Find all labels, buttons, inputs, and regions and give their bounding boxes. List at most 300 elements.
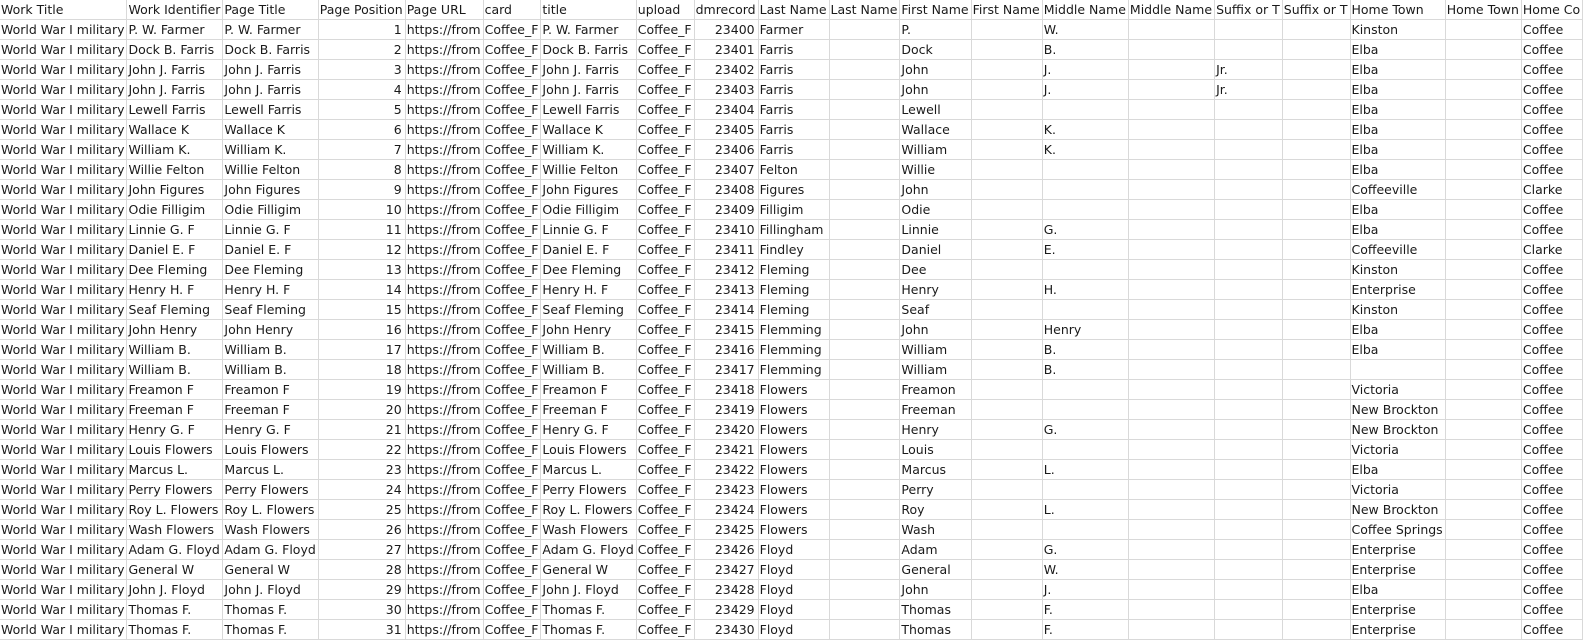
table-cell[interactable]: 16 — [318, 320, 405, 340]
table-cell[interactable] — [1282, 140, 1350, 160]
table-cell[interactable] — [829, 500, 900, 520]
table-cell[interactable]: Coffeeville — [1350, 240, 1445, 260]
table-cell[interactable]: G. — [1042, 220, 1128, 240]
header-cell[interactable]: Last Name — [758, 0, 829, 20]
table-cell[interactable]: 23403 — [694, 80, 758, 100]
table-cell[interactable]: 23424 — [694, 500, 758, 520]
table-cell[interactable]: Elba — [1350, 140, 1445, 160]
table-cell[interactable]: World War I military — [0, 320, 127, 340]
table-cell[interactable]: Coffee_F — [483, 580, 541, 600]
table-cell[interactable]: https://from — [405, 420, 483, 440]
table-cell[interactable]: Freamon F — [541, 380, 636, 400]
table-cell[interactable]: Roy L. Flowers — [541, 500, 636, 520]
table-cell[interactable]: 27 — [318, 540, 405, 560]
table-cell[interactable]: Dock B. Farris — [541, 40, 636, 60]
table-cell[interactable] — [1128, 440, 1214, 460]
table-cell[interactable]: Coffeeville — [1350, 180, 1445, 200]
table-cell[interactable]: Marcus L. — [541, 460, 636, 480]
table-cell[interactable] — [1215, 220, 1283, 240]
table-cell[interactable]: Elba — [1350, 80, 1445, 100]
table-cell[interactable]: Elba — [1350, 60, 1445, 80]
table-cell[interactable]: 23427 — [694, 560, 758, 580]
table-cell[interactable]: Coffee_F — [636, 100, 694, 120]
table-cell[interactable]: Henry — [900, 420, 971, 440]
table-cell[interactable]: Elba — [1350, 40, 1445, 60]
table-cell[interactable]: Coffee_F — [483, 180, 541, 200]
table-cell[interactable] — [971, 80, 1042, 100]
table-cell[interactable] — [1042, 520, 1128, 540]
header-cell[interactable]: First Name — [900, 0, 971, 20]
table-cell[interactable] — [1282, 20, 1350, 40]
table-cell[interactable]: Coffee_F — [483, 400, 541, 420]
table-cell[interactable] — [1215, 600, 1283, 620]
table-cell[interactable]: P. W. Farmer — [223, 20, 318, 40]
table-cell[interactable] — [1215, 140, 1283, 160]
table-cell[interactable]: New Brockton — [1350, 500, 1445, 520]
table-cell[interactable] — [829, 100, 900, 120]
table-cell[interactable]: Dee Fleming — [541, 260, 636, 280]
table-cell[interactable]: Wash — [900, 520, 971, 540]
table-cell[interactable]: Victoria — [1350, 440, 1445, 460]
table-cell[interactable]: Coffee_F — [483, 80, 541, 100]
table-cell[interactable]: https://from — [405, 20, 483, 40]
header-cell[interactable]: First Name — [971, 0, 1042, 20]
table-cell[interactable]: Flowers — [758, 460, 829, 480]
table-cell[interactable] — [1128, 500, 1214, 520]
table-cell[interactable]: 23426 — [694, 540, 758, 560]
table-cell[interactable] — [1215, 380, 1283, 400]
table-cell[interactable] — [829, 80, 900, 100]
table-cell[interactable]: Coffee_F — [636, 540, 694, 560]
table-cell[interactable]: H. — [1042, 280, 1128, 300]
table-cell[interactable] — [1215, 400, 1283, 420]
table-cell[interactable] — [1282, 420, 1350, 440]
table-cell[interactable]: https://from — [405, 380, 483, 400]
table-cell[interactable]: Dee Fleming — [127, 260, 223, 280]
table-cell[interactable]: Linnie G. F — [541, 220, 636, 240]
table-cell[interactable]: John Henry — [127, 320, 223, 340]
table-cell[interactable]: 23400 — [694, 20, 758, 40]
table-cell[interactable]: Elba — [1350, 200, 1445, 220]
table-cell[interactable]: Thomas F. — [127, 620, 223, 640]
table-cell[interactable]: World War I military — [0, 520, 127, 540]
table-cell[interactable]: https://from — [405, 460, 483, 480]
table-cell[interactable]: John J. Floyd — [541, 580, 636, 600]
table-cell[interactable]: Elba — [1350, 160, 1445, 180]
table-cell[interactable] — [1282, 500, 1350, 520]
table-cell[interactable]: Perry Flowers — [223, 480, 318, 500]
table-cell[interactable]: World War I military — [0, 120, 127, 140]
table-cell[interactable]: Daniel E. F — [541, 240, 636, 260]
table-cell[interactable]: Flowers — [758, 400, 829, 420]
table-cell[interactable] — [829, 240, 900, 260]
table-cell[interactable]: 23405 — [694, 120, 758, 140]
table-cell[interactable]: General W — [223, 560, 318, 580]
table-cell[interactable]: G. — [1042, 420, 1128, 440]
table-cell[interactable] — [1282, 160, 1350, 180]
header-cell[interactable]: Suffix or T — [1282, 0, 1350, 20]
table-cell[interactable] — [1282, 480, 1350, 500]
table-cell[interactable]: https://from — [405, 440, 483, 460]
table-cell[interactable]: 11 — [318, 220, 405, 240]
table-cell[interactable] — [829, 460, 900, 480]
table-cell[interactable]: World War I military — [0, 420, 127, 440]
table-cell[interactable]: Dee Fleming — [223, 260, 318, 280]
table-cell[interactable] — [1128, 240, 1214, 260]
table-cell[interactable]: Coffee_F — [483, 20, 541, 40]
table-cell[interactable] — [1042, 400, 1128, 420]
table-cell[interactable]: Coffee_F — [636, 500, 694, 520]
table-cell[interactable] — [1282, 120, 1350, 140]
table-cell[interactable]: Henry G. F — [127, 420, 223, 440]
table-cell[interactable]: Coffee — [1521, 440, 1582, 460]
table-cell[interactable]: Felton — [758, 160, 829, 180]
table-cell[interactable]: World War I military — [0, 140, 127, 160]
table-cell[interactable] — [829, 300, 900, 320]
table-cell[interactable] — [1282, 240, 1350, 260]
table-cell[interactable]: Linnie — [900, 220, 971, 240]
table-cell[interactable]: https://from — [405, 60, 483, 80]
table-cell[interactable]: 17 — [318, 340, 405, 360]
table-cell[interactable] — [1128, 260, 1214, 280]
table-cell[interactable]: World War I military — [0, 20, 127, 40]
table-cell[interactable]: Elba — [1350, 100, 1445, 120]
table-cell[interactable]: B. — [1042, 40, 1128, 60]
table-cell[interactable]: Fleming — [758, 260, 829, 280]
table-cell[interactable] — [1128, 220, 1214, 240]
table-cell[interactable]: Coffee Springs — [1350, 520, 1445, 540]
table-cell[interactable]: Coffee_F — [483, 480, 541, 500]
table-cell[interactable]: Adam G. Floyd — [127, 540, 223, 560]
header-cell[interactable]: title — [541, 0, 636, 20]
table-cell[interactable]: World War I military — [0, 460, 127, 480]
table-cell[interactable]: Seaf Fleming — [541, 300, 636, 320]
header-cell[interactable]: Home Town — [1445, 0, 1521, 20]
table-cell[interactable]: Coffee_F — [483, 200, 541, 220]
table-cell[interactable]: John Henry — [223, 320, 318, 340]
table-cell[interactable]: World War I military — [0, 260, 127, 280]
table-cell[interactable] — [1215, 420, 1283, 440]
table-cell[interactable]: Coffee_F — [636, 20, 694, 40]
table-cell[interactable]: Coffee_F — [483, 540, 541, 560]
table-cell[interactable]: W. — [1042, 20, 1128, 40]
table-cell[interactable]: William — [900, 340, 971, 360]
table-cell[interactable]: Perry — [900, 480, 971, 500]
table-cell[interactable] — [1215, 120, 1283, 140]
table-cell[interactable]: Coffee_F — [636, 580, 694, 600]
table-cell[interactable] — [1445, 360, 1521, 380]
table-cell[interactable] — [1215, 340, 1283, 360]
table-cell[interactable] — [829, 540, 900, 560]
table-cell[interactable]: 23414 — [694, 300, 758, 320]
table-cell[interactable]: F. — [1042, 600, 1128, 620]
table-cell[interactable]: Coffee_F — [636, 300, 694, 320]
table-cell[interactable]: World War I military — [0, 380, 127, 400]
table-cell[interactable]: 15 — [318, 300, 405, 320]
table-cell[interactable] — [829, 60, 900, 80]
table-cell[interactable]: 10 — [318, 200, 405, 220]
header-cell[interactable]: upload — [636, 0, 694, 20]
table-cell[interactable] — [1445, 600, 1521, 620]
table-cell[interactable]: K. — [1042, 140, 1128, 160]
table-cell[interactable]: John J. Floyd — [127, 580, 223, 600]
table-cell[interactable] — [1128, 560, 1214, 580]
table-cell[interactable] — [829, 20, 900, 40]
table-cell[interactable]: Coffee_F — [636, 600, 694, 620]
header-cell[interactable]: Page Title — [223, 0, 318, 20]
table-cell[interactable]: 23429 — [694, 600, 758, 620]
table-cell[interactable]: Coffee — [1521, 60, 1582, 80]
table-cell[interactable]: World War I military — [0, 80, 127, 100]
table-cell[interactable]: Coffee — [1521, 300, 1582, 320]
table-cell[interactable] — [829, 260, 900, 280]
table-cell[interactable]: Victoria — [1350, 380, 1445, 400]
table-cell[interactable]: 29 — [318, 580, 405, 600]
table-cell[interactable]: Louis Flowers — [541, 440, 636, 460]
table-cell[interactable] — [971, 580, 1042, 600]
table-cell[interactable]: 25 — [318, 500, 405, 520]
table-cell[interactable]: https://from — [405, 80, 483, 100]
table-cell[interactable]: Wallace K — [223, 120, 318, 140]
table-cell[interactable] — [971, 260, 1042, 280]
header-cell[interactable]: Home Co — [1521, 0, 1582, 20]
table-cell[interactable]: Floyd — [758, 620, 829, 640]
table-cell[interactable]: Coffee_F — [483, 340, 541, 360]
table-cell[interactable]: Coffee — [1521, 560, 1582, 580]
table-cell[interactable] — [1215, 300, 1283, 320]
table-cell[interactable] — [1128, 540, 1214, 560]
header-cell[interactable]: Suffix or T — [1215, 0, 1283, 20]
table-cell[interactable]: Henry G. F — [541, 420, 636, 440]
table-cell[interactable]: John — [900, 80, 971, 100]
table-cell[interactable]: Odie Filligim — [127, 200, 223, 220]
table-cell[interactable]: https://from — [405, 400, 483, 420]
table-cell[interactable]: Freamon F — [223, 380, 318, 400]
table-cell[interactable]: Lewell Farris — [127, 100, 223, 120]
table-cell[interactable]: John J. Farris — [223, 60, 318, 80]
table-cell[interactable]: J. — [1042, 60, 1128, 80]
table-cell[interactable]: https://from — [405, 100, 483, 120]
table-cell[interactable] — [1128, 460, 1214, 480]
table-cell[interactable] — [1445, 220, 1521, 240]
header-cell[interactable]: Page Position — [318, 0, 405, 20]
table-cell[interactable]: Lewell — [900, 100, 971, 120]
table-cell[interactable]: Jr. — [1215, 80, 1283, 100]
table-cell[interactable]: Coffee — [1521, 280, 1582, 300]
table-cell[interactable]: https://from — [405, 120, 483, 140]
table-cell[interactable]: Coffee — [1521, 160, 1582, 180]
table-cell[interactable]: https://from — [405, 260, 483, 280]
table-cell[interactable]: William K. — [223, 140, 318, 160]
table-cell[interactable]: 23422 — [694, 460, 758, 480]
table-cell[interactable]: P. W. Farmer — [127, 20, 223, 40]
table-cell[interactable] — [829, 180, 900, 200]
table-cell[interactable] — [1282, 540, 1350, 560]
table-cell[interactable] — [1128, 340, 1214, 360]
table-cell[interactable]: World War I military — [0, 620, 127, 640]
table-cell[interactable]: Coffee_F — [483, 40, 541, 60]
table-cell[interactable] — [1445, 460, 1521, 480]
table-cell[interactable] — [1215, 520, 1283, 540]
table-cell[interactable] — [1215, 260, 1283, 280]
table-cell[interactable] — [1282, 440, 1350, 460]
table-cell[interactable]: Enterprise — [1350, 600, 1445, 620]
table-cell[interactable]: World War I military — [0, 400, 127, 420]
table-cell[interactable]: Coffee_F — [483, 300, 541, 320]
table-cell[interactable]: Wash Flowers — [541, 520, 636, 540]
table-cell[interactable] — [1445, 20, 1521, 40]
table-cell[interactable] — [971, 320, 1042, 340]
table-cell[interactable]: Coffee_F — [636, 560, 694, 580]
table-cell[interactable]: Willie Felton — [541, 160, 636, 180]
table-cell[interactable] — [971, 380, 1042, 400]
table-cell[interactable]: Coffee_F — [636, 280, 694, 300]
table-cell[interactable]: Coffee_F — [483, 240, 541, 260]
table-cell[interactable]: Coffee — [1521, 400, 1582, 420]
table-cell[interactable] — [1042, 180, 1128, 200]
table-cell[interactable]: Coffee — [1521, 460, 1582, 480]
table-cell[interactable]: https://from — [405, 280, 483, 300]
table-cell[interactable]: Flemming — [758, 360, 829, 380]
header-cell[interactable]: card — [483, 0, 541, 20]
table-cell[interactable] — [1215, 100, 1283, 120]
table-cell[interactable] — [1282, 380, 1350, 400]
table-cell[interactable] — [1445, 280, 1521, 300]
table-cell[interactable]: Henry H. F — [541, 280, 636, 300]
table-cell[interactable]: Coffee_F — [636, 480, 694, 500]
table-cell[interactable] — [1445, 440, 1521, 460]
table-cell[interactable]: 18 — [318, 360, 405, 380]
table-cell[interactable] — [829, 160, 900, 180]
table-cell[interactable]: Floyd — [758, 580, 829, 600]
table-cell[interactable] — [1215, 360, 1283, 380]
table-cell[interactable]: Coffee_F — [636, 260, 694, 280]
table-cell[interactable]: https://from — [405, 580, 483, 600]
table-cell[interactable]: Coffee_F — [636, 180, 694, 200]
header-cell[interactable]: Last Name — [829, 0, 900, 20]
table-cell[interactable]: Daniel — [900, 240, 971, 260]
table-cell[interactable] — [1042, 100, 1128, 120]
table-cell[interactable] — [1128, 120, 1214, 140]
table-cell[interactable]: https://from — [405, 200, 483, 220]
table-cell[interactable] — [1128, 20, 1214, 40]
table-cell[interactable]: 8 — [318, 160, 405, 180]
table-cell[interactable]: John — [900, 580, 971, 600]
table-cell[interactable]: Coffee_F — [483, 320, 541, 340]
table-cell[interactable] — [1042, 380, 1128, 400]
table-cell[interactable]: World War I military — [0, 240, 127, 260]
table-cell[interactable]: Odie Filligim — [223, 200, 318, 220]
table-cell[interactable] — [829, 620, 900, 640]
table-cell[interactable] — [1445, 340, 1521, 360]
table-cell[interactable] — [1128, 80, 1214, 100]
table-cell[interactable] — [1128, 580, 1214, 600]
table-cell[interactable]: 23401 — [694, 40, 758, 60]
table-cell[interactable] — [1445, 500, 1521, 520]
table-cell[interactable]: Coffee — [1521, 40, 1582, 60]
table-cell[interactable]: https://from — [405, 480, 483, 500]
table-cell[interactable]: Enterprise — [1350, 620, 1445, 640]
table-cell[interactable]: Coffee_F — [483, 280, 541, 300]
table-cell[interactable]: Roy L. Flowers — [223, 500, 318, 520]
table-cell[interactable]: https://from — [405, 180, 483, 200]
table-cell[interactable]: Coffee_F — [636, 320, 694, 340]
table-cell[interactable] — [1128, 360, 1214, 380]
table-cell[interactable]: Seaf Fleming — [223, 300, 318, 320]
table-cell[interactable] — [1215, 180, 1283, 200]
table-cell[interactable]: Coffee_F — [483, 120, 541, 140]
table-cell[interactable]: 23412 — [694, 260, 758, 280]
table-cell[interactable]: 14 — [318, 280, 405, 300]
table-cell[interactable]: 5 — [318, 100, 405, 120]
table-cell[interactable]: John — [900, 60, 971, 80]
table-cell[interactable]: John J. Farris — [127, 60, 223, 80]
table-cell[interactable] — [829, 400, 900, 420]
table-cell[interactable] — [971, 620, 1042, 640]
table-cell[interactable] — [1215, 20, 1283, 40]
table-cell[interactable]: William B. — [127, 360, 223, 380]
table-cell[interactable]: World War I military — [0, 580, 127, 600]
table-cell[interactable]: 3 — [318, 60, 405, 80]
table-cell[interactable]: Coffee_F — [483, 220, 541, 240]
table-cell[interactable]: Dock B. Farris — [223, 40, 318, 60]
table-cell[interactable]: Dock B. Farris — [127, 40, 223, 60]
table-cell[interactable]: John Figures — [223, 180, 318, 200]
table-cell[interactable] — [1042, 260, 1128, 280]
table-cell[interactable]: Seaf Fleming — [127, 300, 223, 320]
table-cell[interactable]: Flowers — [758, 500, 829, 520]
table-cell[interactable]: Adam — [900, 540, 971, 560]
table-cell[interactable]: Thomas — [900, 620, 971, 640]
table-cell[interactable]: Farris — [758, 100, 829, 120]
table-cell[interactable] — [829, 340, 900, 360]
table-cell[interactable] — [971, 220, 1042, 240]
table-cell[interactable]: https://from — [405, 300, 483, 320]
table-cell[interactable]: 23 — [318, 460, 405, 480]
table-cell[interactable] — [1215, 240, 1283, 260]
table-cell[interactable]: Seaf — [900, 300, 971, 320]
table-cell[interactable]: Coffee_F — [636, 440, 694, 460]
table-cell[interactable] — [971, 520, 1042, 540]
table-cell[interactable]: Wallace K — [127, 120, 223, 140]
table-cell[interactable] — [1445, 620, 1521, 640]
table-cell[interactable]: Fleming — [758, 280, 829, 300]
table-cell[interactable]: Perry Flowers — [127, 480, 223, 500]
table-cell[interactable]: L. — [1042, 460, 1128, 480]
table-cell[interactable]: Enterprise — [1350, 280, 1445, 300]
table-cell[interactable]: Kinston — [1350, 260, 1445, 280]
table-cell[interactable] — [829, 420, 900, 440]
table-cell[interactable]: https://from — [405, 560, 483, 580]
table-cell[interactable] — [1282, 180, 1350, 200]
table-cell[interactable]: 1 — [318, 20, 405, 40]
table-cell[interactable]: Farris — [758, 140, 829, 160]
header-cell[interactable]: dmrecord — [694, 0, 758, 20]
table-cell[interactable] — [1128, 480, 1214, 500]
table-cell[interactable]: Willie — [900, 160, 971, 180]
table-cell[interactable]: Coffee — [1521, 420, 1582, 440]
table-cell[interactable]: Coffee — [1521, 20, 1582, 40]
table-cell[interactable]: Wallace K — [541, 120, 636, 140]
table-cell[interactable] — [1445, 580, 1521, 600]
table-cell[interactable]: Farmer — [758, 20, 829, 40]
table-cell[interactable]: Coffee_F — [636, 240, 694, 260]
table-cell[interactable]: Freeman — [900, 400, 971, 420]
table-cell[interactable]: World War I military — [0, 220, 127, 240]
table-cell[interactable]: Coffee — [1521, 320, 1582, 340]
table-cell[interactable]: https://from — [405, 360, 483, 380]
table-cell[interactable]: 12 — [318, 240, 405, 260]
